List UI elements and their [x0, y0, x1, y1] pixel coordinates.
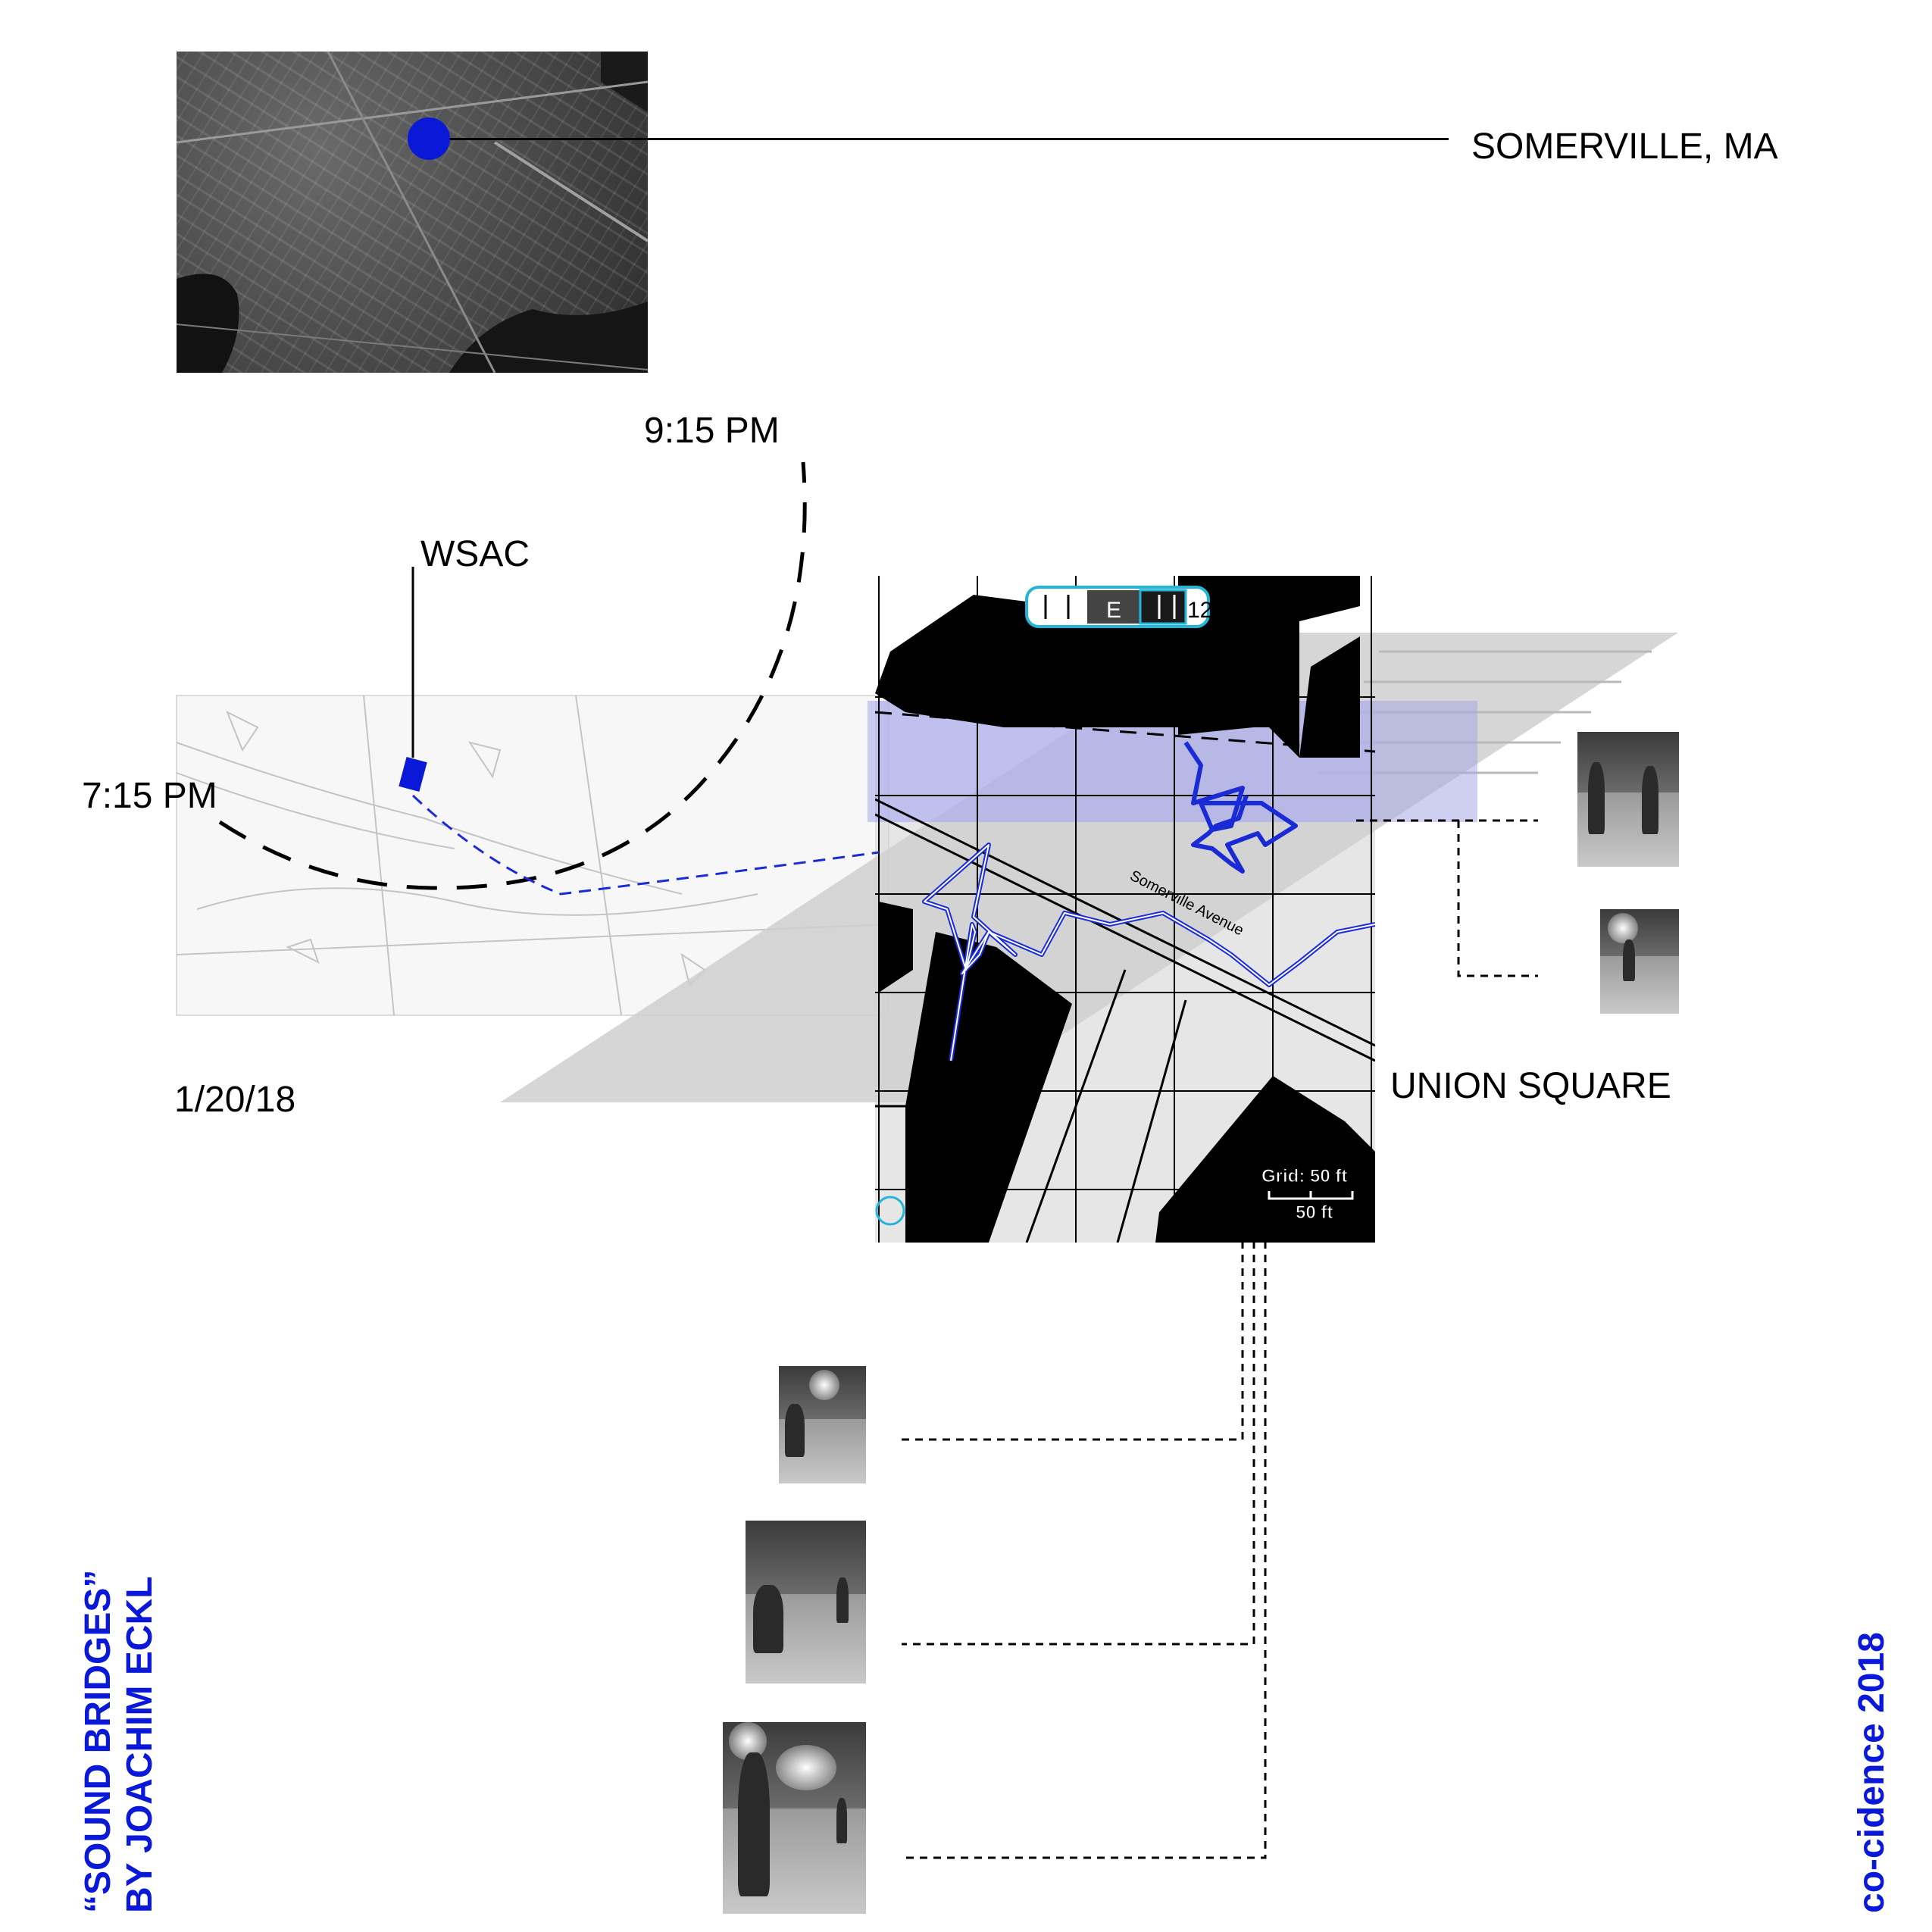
date-label: 1/20/18: [174, 1080, 296, 1120]
end-time-label: 9:15 PM: [644, 411, 780, 451]
photo-thumbnail[interactable]: [1577, 732, 1679, 867]
photo-thumbnail[interactable]: [723, 1722, 866, 1914]
union-square-label: UNION SQUARE: [1390, 1066, 1671, 1106]
photo-thumbnail[interactable]: [1600, 909, 1679, 1014]
wsac-label: WSAC: [420, 534, 530, 574]
project-credits: [77, 1570, 161, 1913]
street-name: Somerville Avenue: [1127, 867, 1246, 939]
compass-heading: 120: [1187, 598, 1226, 623]
start-time-label: 7:15 PM: [82, 776, 217, 816]
location-label: SOMERVILLE, MA: [1471, 127, 1778, 167]
grid-label: Grid: 50 ft: [1261, 1166, 1348, 1186]
scale-label: 50 ft: [1296, 1202, 1333, 1223]
union-square-map: [875, 576, 1375, 1243]
photo-thumbnail[interactable]: [746, 1521, 866, 1683]
event-credit: co-cidence 2018: [1852, 1632, 1892, 1913]
compass-bar: [1027, 587, 1225, 627]
compass-letter: E: [1106, 598, 1122, 623]
project-title: “SOUND BRIDGES”: [78, 1569, 118, 1913]
project-author: BY JOACHIM ECKL: [120, 1576, 161, 1913]
photo-thumbnail[interactable]: [779, 1366, 866, 1483]
